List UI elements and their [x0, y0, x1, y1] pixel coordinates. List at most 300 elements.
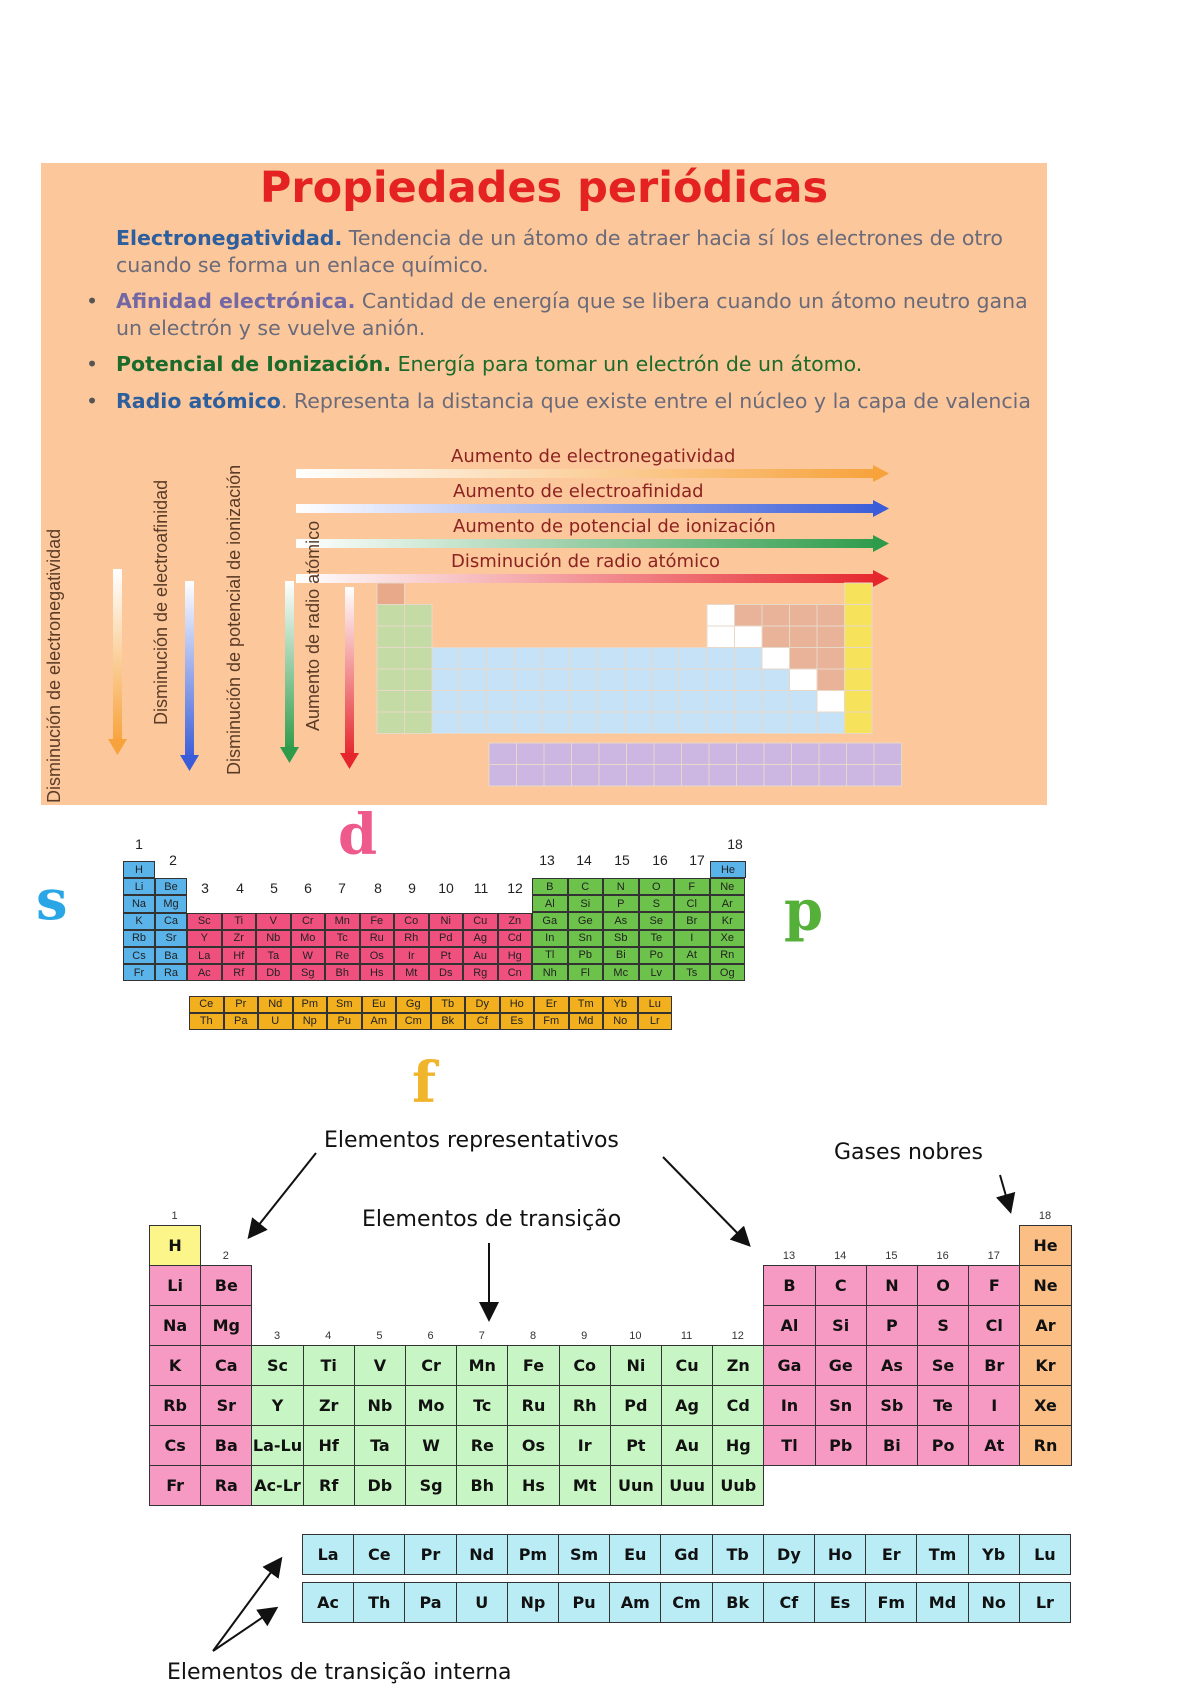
element-Po: Po — [917, 1425, 969, 1466]
element-Pu: Pu — [558, 1582, 610, 1623]
element-Eu: Eu — [609, 1534, 661, 1575]
element-Cu: Cu — [463, 913, 498, 930]
element-Xe: Xe — [710, 930, 746, 947]
element-Cm: Cm — [396, 1013, 431, 1030]
element-Sm: Sm — [558, 1534, 610, 1575]
group-number: 16 — [652, 852, 668, 868]
element-Hf: Hf — [303, 1425, 355, 1466]
group-number: 11 — [473, 880, 489, 896]
element-Nh: Nh — [532, 964, 568, 981]
element-Li: Li — [149, 1265, 201, 1306]
element-Te: Te — [917, 1385, 969, 1426]
element-Nb: Nb — [256, 930, 291, 947]
element-Ts: Ts — [674, 964, 710, 981]
arrow-to-noble-gases — [1000, 1175, 1010, 1210]
group-number: 5 — [270, 880, 278, 896]
label-decrease-electroaffinity: Disminución de electroafinidad — [151, 479, 171, 725]
element-Bk: Bk — [431, 1013, 466, 1030]
element-Ac: Ac — [302, 1582, 354, 1623]
element-S: S — [917, 1305, 969, 1346]
element-Al: Al — [532, 895, 568, 912]
element-He: He — [710, 861, 746, 878]
element-Ac-Lr: Ac-Lr — [251, 1465, 303, 1506]
element-Sr: Sr — [200, 1385, 252, 1426]
element-N: N — [866, 1265, 918, 1306]
element-Zr: Zr — [222, 930, 257, 947]
element-Ir: Ir — [559, 1425, 611, 1466]
element-Fm: Fm — [865, 1582, 917, 1623]
arrow-radius-v — [340, 587, 359, 769]
element-Dy: Dy — [763, 1534, 815, 1575]
term-ionization-potential: Potencial de Ionización. — [116, 352, 392, 376]
element-Ru: Ru — [507, 1385, 559, 1426]
element-Ac: Ac — [187, 964, 222, 981]
element-Cs: Cs — [149, 1425, 201, 1466]
element-Na: Na — [123, 895, 155, 912]
arrow-to-lanthanides — [213, 1560, 280, 1651]
element-Cf: Cf — [763, 1582, 815, 1623]
group-number: 1 — [135, 836, 143, 852]
element-Hg: Hg — [498, 947, 533, 964]
element-Db: Db — [256, 964, 291, 981]
group-number: 17 — [987, 1250, 1000, 1262]
element-Be: Be — [155, 878, 187, 895]
element-H: H — [149, 1225, 201, 1266]
element-Ga: Ga — [763, 1345, 815, 1386]
text-electronegativity: Tendencia de un átomo de atraer hacia sí los electrones de otro cuando se forma un enlace químico. — [116, 226, 1003, 277]
element-Lu: Lu — [638, 996, 673, 1013]
element-Uub: Uub — [712, 1465, 764, 1506]
element-Ta: Ta — [354, 1425, 406, 1466]
element-Pb: Pb — [815, 1425, 867, 1466]
group-number: 9 — [581, 1330, 588, 1342]
element-Yb: Yb — [968, 1534, 1020, 1575]
group-number: 11 — [680, 1330, 693, 1342]
element-Lr: Lr — [1019, 1582, 1071, 1623]
element-Ti: Ti — [222, 913, 257, 930]
element-Yb: Yb — [603, 996, 638, 1013]
label-increase-radius: Aumento de radio atómico — [303, 520, 323, 731]
element-Os: Os — [360, 947, 395, 964]
element-Ag: Ag — [661, 1385, 713, 1426]
element-La: La — [302, 1534, 354, 1575]
element-Xe: Xe — [1019, 1385, 1071, 1426]
group-number: 3 — [273, 1330, 281, 1342]
element-Fr: Fr — [123, 964, 155, 981]
element-I: I — [674, 930, 710, 947]
element-Re: Re — [456, 1425, 508, 1466]
group-number: 8 — [374, 880, 382, 896]
element-At: At — [674, 947, 710, 964]
element-Ho: Ho — [500, 996, 535, 1013]
element-Md: Md — [569, 1013, 604, 1030]
element-Tb: Tb — [712, 1534, 764, 1575]
element-U: U — [456, 1582, 508, 1623]
element-Fl: Fl — [568, 964, 604, 981]
element-Gd: Gd — [660, 1534, 712, 1575]
element-V: V — [354, 1345, 406, 1386]
element-Y: Y — [187, 930, 222, 947]
element-Ce: Ce — [189, 996, 224, 1013]
element-Ge: Ge — [815, 1345, 867, 1386]
element-Cl: Cl — [968, 1305, 1020, 1346]
element-Po: Po — [639, 947, 675, 964]
element-Na: Na — [149, 1305, 201, 1346]
element-Tb: Tb — [431, 996, 466, 1013]
arrow-electronegativity-h — [296, 465, 889, 482]
panel-title: Propiedades periódicas — [259, 163, 829, 213]
element-Ba: Ba — [200, 1425, 252, 1466]
group-number: 1 — [171, 1210, 178, 1222]
element-Si: Si — [568, 895, 604, 912]
element-La: La — [187, 947, 222, 964]
element-Pt: Pt — [429, 947, 464, 964]
group-number: 12 — [507, 880, 523, 896]
label-increase-ionization: Aumento de potencial de ionización — [453, 516, 776, 537]
element-Lr: Lr — [638, 1013, 673, 1030]
element-B: B — [532, 878, 568, 895]
label-decrease-radius: Disminución de radio atómico — [451, 551, 720, 572]
group-number: 13 — [782, 1250, 796, 1262]
label-representative-elements: Elementos representativos — [324, 1128, 619, 1153]
element-Es: Es — [500, 1013, 535, 1030]
element-Cf: Cf — [465, 1013, 500, 1030]
element-Md: Md — [916, 1582, 968, 1623]
element-Sc: Sc — [187, 913, 222, 930]
element-Cr: Cr — [291, 913, 326, 930]
element-C: C — [815, 1265, 867, 1306]
element-Ru: Ru — [360, 930, 395, 947]
element-Pm: Pm — [507, 1534, 559, 1575]
group-number: 16 — [936, 1250, 949, 1262]
group-number: 9 — [408, 880, 416, 896]
element-Nb: Nb — [354, 1385, 406, 1426]
element-Sr: Sr — [155, 930, 187, 947]
element-He: He — [1019, 1225, 1071, 1266]
label-decrease-electronegativity: Disminución de electronegatividad — [44, 528, 64, 803]
p-block-label: p — [784, 878, 824, 944]
group-number: 12 — [731, 1330, 744, 1342]
element-Zn: Zn — [712, 1345, 764, 1386]
element-Rf: Rf — [222, 964, 257, 981]
element-Ar: Ar — [1019, 1305, 1071, 1346]
element-F: F — [968, 1265, 1020, 1306]
element-Ni: Ni — [429, 913, 464, 930]
element-V: V — [256, 913, 291, 930]
element-Nd: Nd — [456, 1534, 508, 1575]
group-number: 18 — [727, 836, 743, 852]
element-Rh: Rh — [394, 930, 429, 947]
element-Rb: Rb — [123, 930, 155, 947]
element-Sb: Sb — [866, 1385, 918, 1426]
element-Br: Br — [674, 912, 710, 929]
element-N: N — [603, 878, 639, 895]
element-La-Lu: La-Lu — [251, 1425, 303, 1466]
element-Ir: Ir — [394, 947, 429, 964]
element-Hs: Hs — [360, 964, 395, 981]
element-Mt: Mt — [559, 1465, 611, 1506]
element-Lu: Lu — [1019, 1534, 1071, 1575]
element-I: I — [968, 1385, 1020, 1426]
element-Ca: Ca — [155, 913, 187, 930]
d-block-label: d — [338, 802, 378, 868]
f-block-label: f — [412, 1050, 437, 1116]
element-K: K — [149, 1345, 201, 1386]
group-number: 17 — [689, 852, 705, 868]
element-Am: Am — [609, 1582, 661, 1623]
element-Cu: Cu — [661, 1345, 713, 1386]
element-Si: Si — [815, 1305, 867, 1346]
element-Bk: Bk — [712, 1582, 764, 1623]
group-number: 4 — [325, 1330, 332, 1342]
label-increase-electronegativity: Aumento de electronegatividad — [451, 446, 736, 467]
group-number: 15 — [614, 852, 630, 868]
group-number: 2 — [169, 852, 177, 868]
group-number: 7 — [478, 1330, 485, 1342]
element-Ra: Ra — [155, 964, 187, 981]
element-Bh: Bh — [456, 1465, 508, 1506]
element-Pr: Pr — [404, 1534, 456, 1575]
element-Rb: Rb — [149, 1385, 201, 1426]
element-Zn: Zn — [498, 913, 533, 930]
group-number: 8 — [529, 1330, 537, 1342]
element-Th: Th — [189, 1013, 224, 1030]
element-Cs: Cs — [123, 947, 155, 964]
element-Ds: Ds — [429, 964, 464, 981]
element-Al: Al — [763, 1305, 815, 1346]
arrow-electroaffinity-h — [296, 500, 889, 517]
element-Ne: Ne — [710, 878, 746, 895]
element-F: F — [674, 878, 710, 895]
element-Cl: Cl — [674, 895, 710, 912]
element-Se: Se — [917, 1345, 969, 1386]
element-W: W — [405, 1425, 457, 1466]
element-Pb: Pb — [568, 947, 604, 964]
group-number: 6 — [427, 1330, 434, 1342]
text-atomic-radius: . Representa la distancia que existe entre el núcleo y la capa de valencia — [280, 388, 1031, 413]
element-Ag: Ag — [463, 930, 498, 947]
element-Mg: Mg — [155, 895, 187, 912]
element-Cd: Cd — [498, 930, 533, 947]
element-Er: Er — [865, 1534, 917, 1575]
element-Te: Te — [639, 930, 675, 947]
element-Ne: Ne — [1019, 1265, 1071, 1306]
element-Lv: Lv — [639, 964, 675, 981]
element-Db: Db — [354, 1465, 406, 1506]
element-Os: Os — [507, 1425, 559, 1466]
element-Fm: Fm — [534, 1013, 569, 1030]
element-Pd: Pd — [610, 1385, 662, 1426]
text-ionization-potential: Energía para tomar un electrón de un átomo. — [391, 352, 863, 376]
element-Mn: Mn — [456, 1345, 508, 1386]
element-Kr: Kr — [1019, 1345, 1071, 1386]
element-No: No — [968, 1582, 1020, 1623]
element-Ho: Ho — [814, 1534, 866, 1575]
element-Hg: Hg — [712, 1425, 764, 1466]
arrow-electroaffinity-v — [180, 581, 199, 771]
element-Hf: Hf — [222, 947, 257, 964]
element-Mn: Mn — [325, 913, 360, 930]
element-Tc: Tc — [456, 1385, 508, 1426]
element-Fr: Fr — [149, 1465, 201, 1506]
element-Pa: Pa — [404, 1582, 456, 1623]
element-Ta: Ta — [256, 947, 291, 964]
element-Mg: Mg — [200, 1305, 252, 1346]
element-Nd: Nd — [258, 996, 293, 1013]
term-electronegativity: Electronegatividad. — [116, 226, 343, 250]
element-Eu: Eu — [362, 996, 397, 1013]
element-Co: Co — [394, 913, 429, 930]
element-Br: Br — [968, 1345, 1020, 1386]
element-W: W — [291, 947, 326, 964]
group-number: 2 — [222, 1250, 229, 1262]
element-Np: Np — [293, 1013, 328, 1030]
element-Cn: Cn — [498, 964, 533, 981]
element-Bh: Bh — [325, 964, 360, 981]
element-Be: Be — [200, 1265, 252, 1306]
element-Th: Th — [353, 1582, 405, 1623]
element-Am: Am — [362, 1013, 397, 1030]
element-Uun: Uun — [610, 1465, 662, 1506]
element-Sb: Sb — [603, 930, 639, 947]
group-number: 15 — [885, 1250, 898, 1262]
element-Au: Au — [661, 1425, 713, 1466]
group-number: 7 — [338, 880, 346, 896]
element-Rn: Rn — [710, 947, 746, 964]
group-number: 10 — [438, 880, 454, 896]
element-Sm: Sm — [327, 996, 362, 1013]
group-number: 5 — [376, 1330, 383, 1342]
element-As: As — [603, 912, 639, 929]
label-increase-electroaffinity: Aumento de electroafinidad — [453, 481, 704, 502]
element-Pr: Pr — [224, 996, 259, 1013]
element-Cm: Cm — [660, 1582, 712, 1623]
element-As: As — [866, 1345, 918, 1386]
element-Pd: Pd — [429, 930, 464, 947]
group-number: 18 — [1038, 1210, 1052, 1222]
element-Tm: Tm — [916, 1534, 968, 1575]
element-In: In — [532, 930, 568, 947]
group-number: 10 — [629, 1330, 642, 1342]
element-Y: Y — [251, 1385, 303, 1426]
element-Fe: Fe — [507, 1345, 559, 1386]
element-Dy: Dy — [465, 996, 500, 1013]
element-Rg: Rg — [463, 964, 498, 981]
element-Tc: Tc — [325, 930, 360, 947]
element-Sn: Sn — [815, 1385, 867, 1426]
element-Re: Re — [325, 947, 360, 964]
element-Pm: Pm — [293, 996, 328, 1013]
element-Zr: Zr — [303, 1385, 355, 1426]
element-C: C — [568, 878, 604, 895]
element-Tl: Tl — [532, 947, 568, 964]
element-At: At — [968, 1425, 1020, 1466]
element-Se: Se — [639, 912, 675, 929]
element-Pu: Pu — [327, 1013, 362, 1030]
element-Pt: Pt — [610, 1425, 662, 1466]
element-Es: Es — [814, 1582, 866, 1623]
element-Ge: Ge — [568, 912, 604, 929]
element-Gg: Gg — [396, 996, 431, 1013]
element-Bi: Bi — [603, 947, 639, 964]
element-Tl: Tl — [763, 1425, 815, 1466]
element-Mo: Mo — [291, 930, 326, 947]
label-inner-transition-elements: Elementos de transição interna — [167, 1660, 512, 1685]
group-number: 3 — [201, 880, 209, 896]
element-O: O — [917, 1265, 969, 1306]
element-Li: Li — [123, 878, 155, 895]
label-decrease-ionization: Disminución de potencial de ionización — [224, 464, 244, 775]
arrow-ionization-h — [296, 535, 889, 552]
group-number: 6 — [304, 880, 312, 896]
element-Mo: Mo — [405, 1385, 457, 1426]
element-Rh: Rh — [559, 1385, 611, 1426]
element-B: B — [763, 1265, 815, 1306]
element-Sg: Sg — [291, 964, 326, 981]
element-Au: Au — [463, 947, 498, 964]
arrow-to-right-representative — [663, 1157, 748, 1244]
s-block-label: s — [36, 867, 68, 933]
periodic-properties-panel — [41, 163, 1047, 805]
element-Sn: Sn — [568, 930, 604, 947]
element-Bi: Bi — [866, 1425, 918, 1466]
element-P: P — [866, 1305, 918, 1346]
element-O: O — [639, 878, 675, 895]
text-electron-affinity: Cantidad de energía que se libera cuando un átomo neutro gana un electrón y se vuelve anión. — [116, 289, 1028, 340]
element-Sc: Sc — [251, 1345, 303, 1386]
element-P: P — [603, 895, 639, 912]
group-number: 14 — [834, 1250, 847, 1262]
element-Mc: Mc — [603, 964, 639, 981]
element-S: S — [639, 895, 675, 912]
arrow-to-left-representative — [250, 1153, 316, 1236]
element-Ar: Ar — [710, 895, 746, 912]
element-Er: Er — [534, 996, 569, 1013]
element-Pa: Pa — [224, 1013, 259, 1030]
element-Hs: Hs — [507, 1465, 559, 1506]
element-Sg: Sg — [405, 1465, 457, 1506]
element-Np: Np — [507, 1582, 559, 1623]
term-electron-affinity: Afinidad electrónica. — [116, 289, 356, 313]
group-number: 4 — [236, 880, 244, 896]
element-K: K — [123, 913, 155, 930]
element-Ti: Ti — [303, 1345, 355, 1386]
arrow-ionization-v — [280, 581, 299, 763]
element-No: No — [603, 1013, 638, 1030]
arrow-electronegativity-v — [108, 569, 127, 755]
element-Uuu: Uuu — [661, 1465, 713, 1506]
mini-periodic-table — [377, 583, 902, 786]
element-In: In — [763, 1385, 815, 1426]
term-atomic-radius: Radio atómico — [116, 388, 281, 413]
element-Tm: Tm — [569, 996, 604, 1013]
element-Ra: Ra — [200, 1465, 252, 1506]
element-Ce: Ce — [353, 1534, 405, 1575]
element-Co: Co — [559, 1345, 611, 1386]
element-Rn: Rn — [1019, 1425, 1071, 1466]
label-noble-gases: Gases nobres — [834, 1140, 983, 1165]
element-Ca: Ca — [200, 1345, 252, 1386]
group-number: 13 — [539, 852, 555, 868]
element-H: H — [123, 861, 155, 878]
element-Cr: Cr — [405, 1345, 457, 1386]
element-Mt: Mt — [394, 964, 429, 981]
arrow-to-actinides — [213, 1609, 275, 1651]
element-Ga: Ga — [532, 912, 568, 929]
group-number: 14 — [576, 852, 592, 868]
element-U: U — [258, 1013, 293, 1030]
element-Kr: Kr — [710, 912, 746, 929]
